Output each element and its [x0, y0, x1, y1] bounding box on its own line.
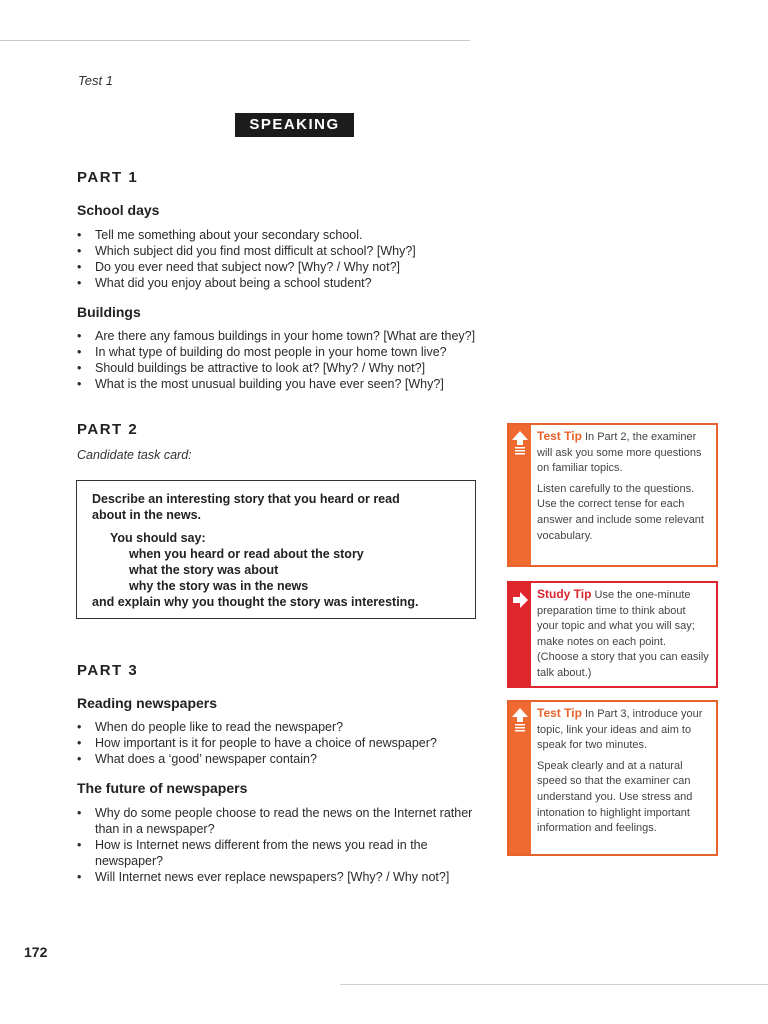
list-item: • Why do some people choose to read the news on the Internet rather than in a newspaper? — [77, 805, 477, 837]
tip-body: In Part 3, introduce your topic, link your ideas and aim to speak for two minutes. — [537, 708, 703, 752]
bottom-rule — [340, 984, 768, 985]
page-number: 172 — [24, 944, 48, 960]
part3-heading: PART 3 — [77, 662, 139, 679]
task-card-should-say: You should say: — [110, 531, 206, 545]
list-item: • In what type of building do most people in your home town live? — [77, 344, 517, 360]
section-banner: SPEAKING — [235, 113, 354, 137]
list-item: • Will Internet news ever replace newspapers? [Why? / Why not?] — [77, 869, 525, 885]
test-tip-box-part3 — [507, 700, 718, 856]
arrow-right-icon — [511, 587, 529, 615]
future-newspapers-questions — [77, 805, 477, 885]
tip-body: In Part 2, the examiner will ask you some more questions on familiar topics. — [537, 431, 702, 475]
tip-extra: Listen carefully to the questions. Use the correct tense for each answer and include some relevant vocabulary. — [537, 482, 704, 542]
topic-buildings-heading: Buildings — [77, 304, 141, 320]
list-item: • How important is it for people to have a choice of newspaper? — [77, 735, 497, 751]
tip-title: Test Tip — [537, 706, 582, 720]
task-card-point: what the story was about — [129, 563, 279, 577]
list-item: • Which subject did you find most difficult at school? [Why?] — [77, 243, 497, 259]
list-item: • Are there any famous buildings in your home town? [What are they?] — [77, 328, 517, 344]
task-card-point: why the story was in the news — [129, 579, 309, 593]
list-item: • When do people like to read the newspaper? — [77, 719, 497, 735]
arrow-up-icon — [511, 706, 529, 734]
top-rule — [0, 40, 470, 41]
list-item: • Tell me something about your secondary school. — [77, 227, 497, 243]
tip-title: Study Tip — [537, 587, 592, 601]
topic-school-days-heading: School days — [77, 202, 160, 218]
tip-sidebar — [509, 583, 531, 686]
list-item: • What is the most unusual building you have ever seen? [Why?] — [77, 376, 517, 392]
part1-heading: PART 1 — [77, 169, 139, 186]
task-card-point: when you heard or read about the story — [129, 547, 364, 561]
tip-sidebar — [509, 702, 531, 854]
buildings-questions — [77, 328, 517, 392]
tip-title: Test Tip — [537, 429, 582, 443]
school-days-questions — [77, 227, 497, 291]
running-head: Test 1 — [78, 73, 113, 88]
test-tip-box-part2 — [507, 423, 718, 567]
task-card-prompt-line1: Describe an interesting story that you heard or read — [92, 492, 400, 506]
study-tip-box — [507, 581, 718, 688]
list-item: • What did you enjoy about being a school student? — [77, 275, 497, 291]
reading-newspapers-questions — [77, 719, 497, 767]
tip-extra: Speak clearly and at a natural speed so that the examiner can understand you. Use stress and intonation to highlight important information and feelings. — [537, 759, 693, 835]
task-card — [76, 480, 476, 619]
arrow-up-icon — [511, 429, 529, 457]
task-card-closing: and explain why you thought the story was interesting. — [92, 595, 419, 609]
list-item: • What does a ‘good’ newspaper contain? — [77, 751, 497, 767]
task-card-prompt-line2: about in the news. — [92, 508, 202, 522]
topic-reading-newspapers-heading: Reading newspapers — [77, 695, 218, 711]
list-item: • Should buildings be attractive to look at? [Why? / Why not?] — [77, 360, 517, 376]
list-item: • Do you ever need that subject now? [Why? / Why not?] — [77, 259, 497, 275]
topic-future-newspapers-heading: The future of newspapers — [77, 780, 248, 796]
candidate-task-card-label: Candidate task card: — [77, 448, 192, 462]
list-item: • How is Internet news different from the news you read in the newspaper? — [77, 837, 477, 869]
tip-body: Use the one-minute preparation time to think about your topic and what you will say; make notes on each point. (Choose a story that you can easily talk about.) — [537, 589, 709, 679]
part2-heading: PART 2 — [77, 421, 139, 438]
tip-sidebar — [509, 425, 531, 565]
